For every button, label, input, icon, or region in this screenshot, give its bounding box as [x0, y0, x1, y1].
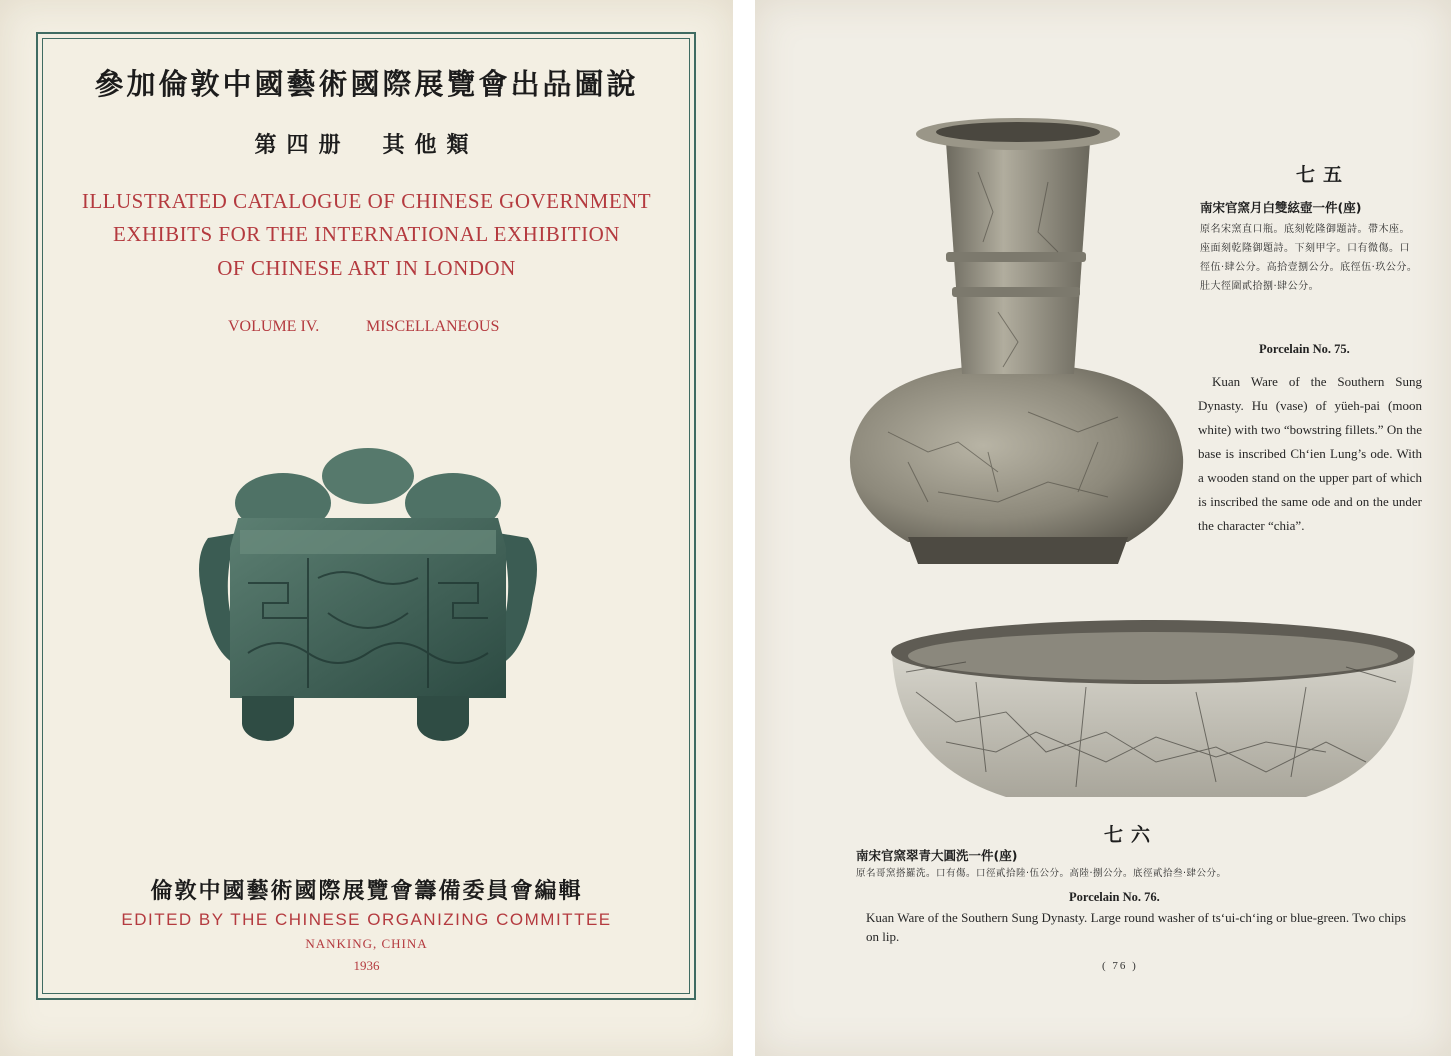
publication-year: 1936: [353, 958, 380, 973]
washer-photograph: [886, 612, 1416, 812]
item-76-chinese-name: 南宋官窯翠青大圓洗一件(座): [856, 848, 1018, 863]
item-75-chinese-description: 原名宋窯直口瓶。底刻乾隆御題詩。帶木座。座面刻乾隆御題詩。下刻甲字。口有微傷。口徑伍·肆公分。高拾壹捌公分。底徑伍·玖公分。肚大徑圍貳拾捌·肆公分。: [1200, 224, 1418, 292]
english-editor-line: EDITED BY THE CHINESE ORGANIZING COMMITTEE: [121, 910, 612, 929]
item-76-description: Kuan Ware of the Southern Sung Dynasty. Large round washer of ts‘ui-ch‘ing or blue-green. Two chips on lip.: [866, 910, 1406, 944]
chinese-title: 參加倫敦中國藝術國際展覽會出品圖說: [94, 67, 639, 101]
vase-photograph: [848, 112, 1188, 572]
item-75-chinese-name: 南宋官窯月白雙絃壺一件(座): [1200, 200, 1362, 215]
english-title-line-1: ILLUSTRATED CATALOGUE OF CHINESE GOVERNMENT: [81, 189, 652, 213]
english-title-line-3: OF CHINESE ART IN LONDON: [217, 256, 516, 280]
item-76-chinese-number: 七六: [1104, 824, 1159, 846]
item-75-description: Kuan Ware of the Southern Sung Dynasty. Hu (vase) of yüeh-pai (moon white) with two “bowstring fillets.” On the base is inscribed Ch‘ien Lung’s ode. With a wooden stand on the upper part of which is inscribed the same ode and on the under the character “chia”.: [1198, 374, 1422, 533]
volume-number: VOLUME IV.: [228, 318, 320, 335]
page-gutter: [733, 0, 755, 1056]
chinese-volume-label: 第四册 其他類: [254, 133, 479, 158]
item-75-chinese-number: 七五: [1296, 164, 1351, 186]
chinese-editor-line: 倫敦中國藝術國際展覽會籌備委員會編輯: [150, 879, 583, 904]
english-title-line-2: EXHIBITS FOR THE INTERNATIONAL EXHIBITION: [113, 222, 620, 246]
volume-category: MISCELLANEOUS: [366, 318, 500, 335]
page-number: ( 76 ): [1102, 960, 1138, 972]
item-76-chinese-description: 原名哥窯搭羅洗。口有傷。口徑貳拾陸·伍公分。高陸·捌公分。底徑貳拾叁·肆公分。: [856, 868, 1227, 879]
item-75-heading: Porcelain No. 75.: [1259, 342, 1350, 356]
jade-box-illustration: [188, 448, 548, 748]
publication-place: NANKING, CHINA: [305, 936, 428, 951]
item-76-heading: Porcelain No. 76.: [1069, 890, 1160, 904]
